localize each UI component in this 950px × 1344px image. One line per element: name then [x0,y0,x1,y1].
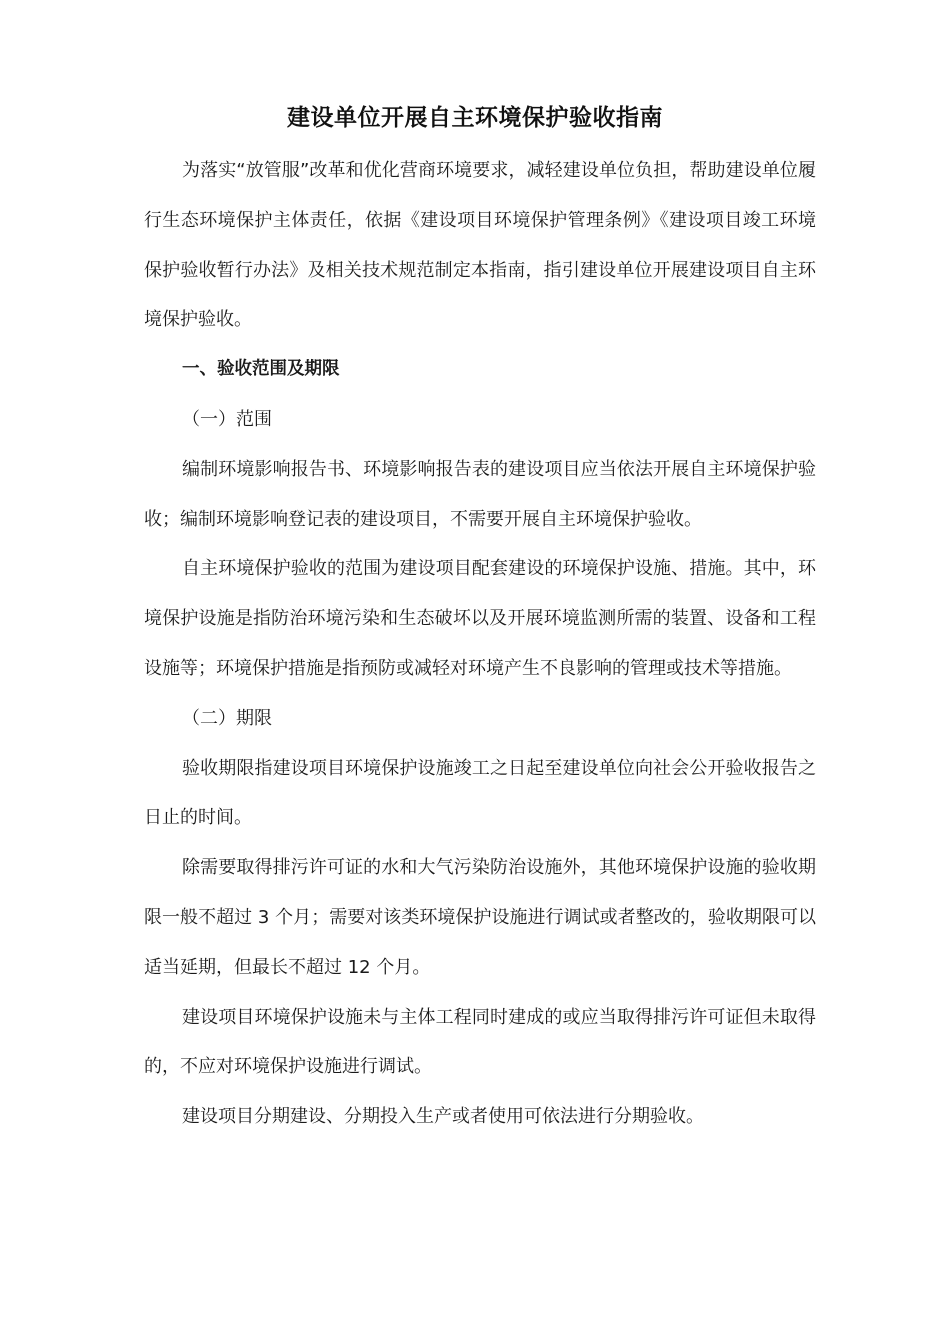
subsection-heading-period: （二）期限 [182,707,272,729]
period-paragraph-1: 验收期限指建设项目环境保护设施竣工之日起至建设单位向社会公开验收报告之日止的时间。 [144,757,816,829]
period-paragraph-3: 建设项目环境保护设施未与主体工程同时建成的或应当取得排污许可证但未取得的，不应对环境保护设施进行调试。 [144,1006,816,1078]
document-title: 建设单位开展自主环境保护验收指南 [287,105,663,131]
scope-paragraph-2: 自主环境保护验收的范围为建设项目配套建设的环境保护设施、措施。其中，环境保护设施是指防治环境污染和生态破坏以及开展环境监测所需的装置、设备和工程设施等；环境保护措施是指预防或减轻对环境产生不良影响的管理或技术等措施。 [144,558,816,679]
subsection-heading-scope: （一）范围 [182,408,272,430]
scope-paragraph-1: 编制环境影响报告书、环境影响报告表的建设项目应当依法开展自主环境保护验收；编制环境影响登记表的建设项目，不需要开展自主环境保护验收。 [144,458,816,530]
document-body [144,146,816,1142]
period-paragraph-2: 除需要取得排污许可证的水和大气污染防治设施外，其他环境保护设施的验收期限一般不超过 3 个月；需要对该类环境保护设施进行调试或者整改的，验收期限可以适当延期，但最长不超过 12 个月。 [144,857,816,978]
period-paragraph-4: 建设项目分期建设、分期投入生产或者使用可依法进行分期验收。 [182,1106,704,1128]
intro-paragraph: 为落实“放管服”改革和优化营商环境要求，减轻建设单位负担，帮助建设单位履行生态环境保护主体责任，依据《建设项目环境保护管理条例》《建设项目竣工环境保护验收暂行办法》及相关技术规范制定本指南，指引建设单位开展建设项目自主环境保护验收。 [144,160,816,331]
section-heading-scope-period: 一、验收范围及期限 [182,359,340,380]
